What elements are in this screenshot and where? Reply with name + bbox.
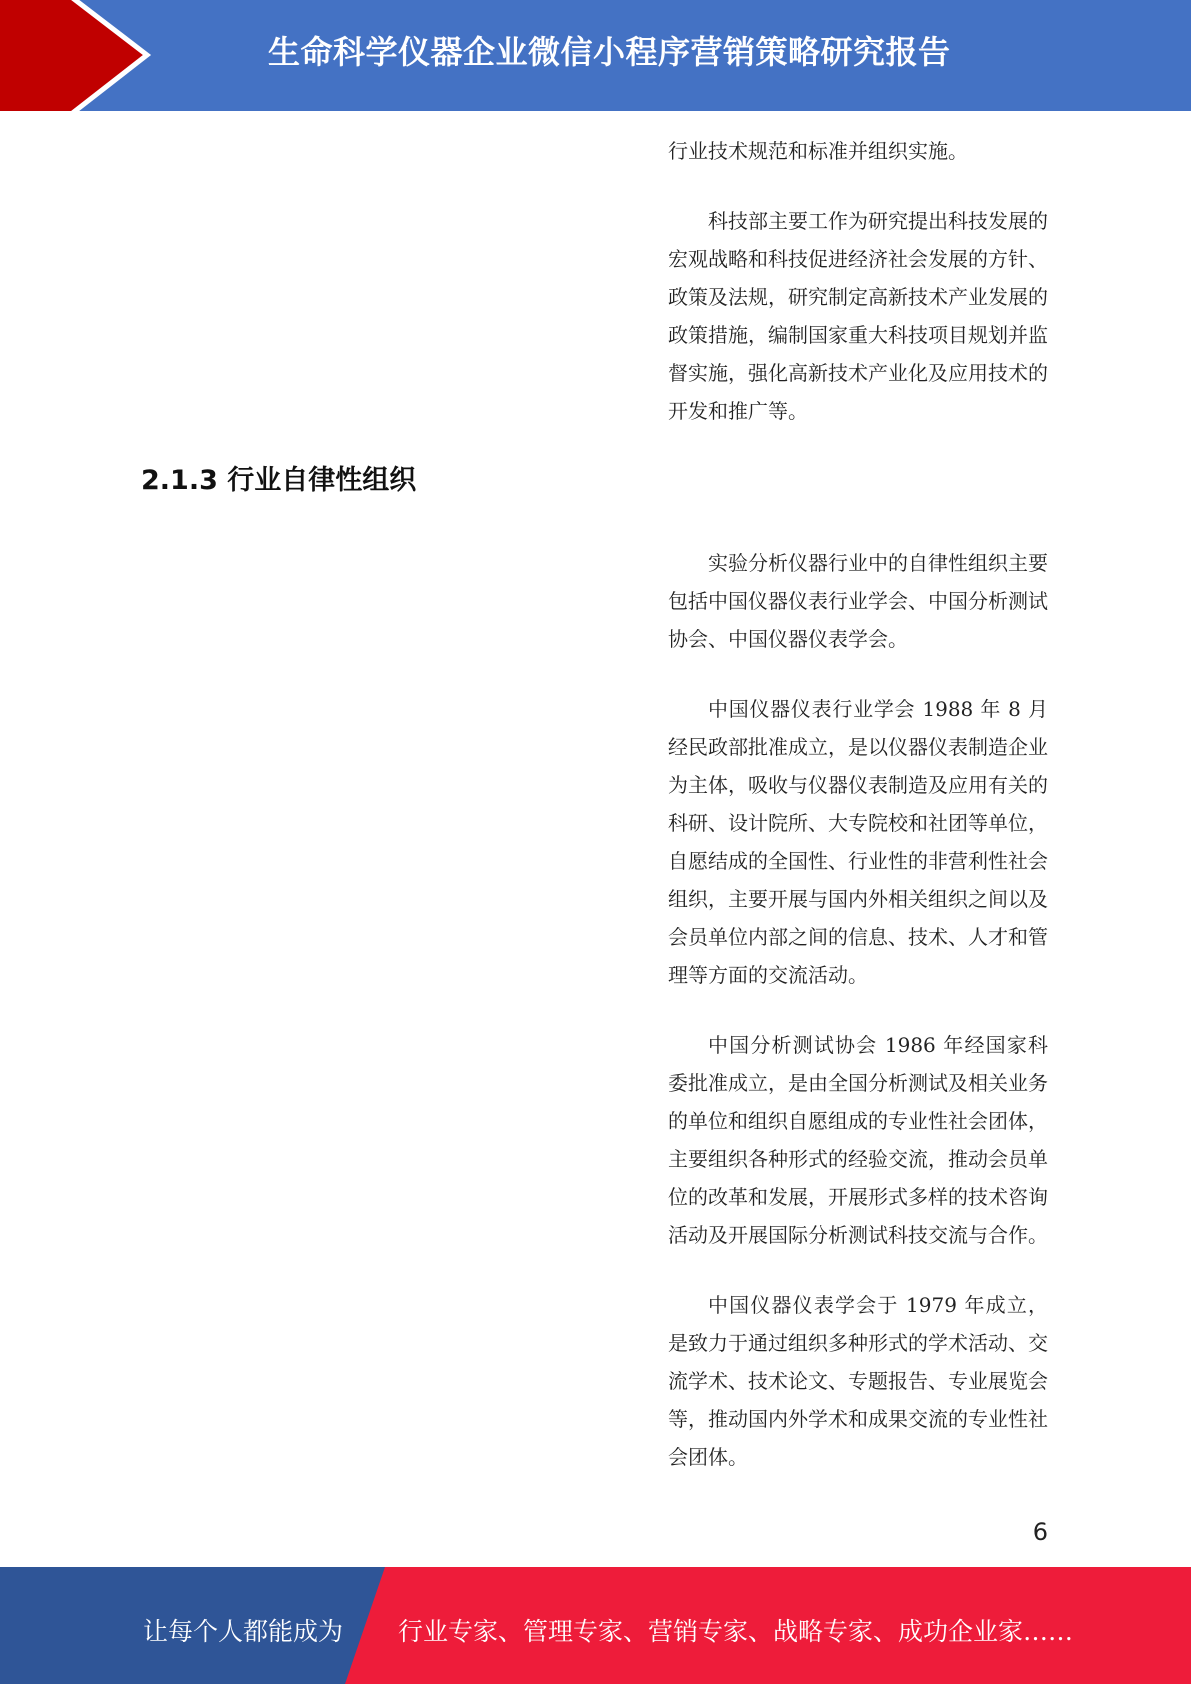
page-header	[0, 0, 1191, 111]
page-number: 6	[1032, 1518, 1048, 1546]
body-text-column	[668, 132, 1048, 1476]
page-footer	[0, 1567, 1191, 1684]
paragraph-instrument-society: 中国仪器仪表学会于 1979 年成立，是致力于通过组织多种形式的学术活动、交流学术、技术论文、专题报告、专业展览会等，推动国内外学术和成果交流的专业性社会团体。	[668, 1293, 1048, 1469]
report-title: 生命科学仪器企业微信小程序营销策略研究报告	[268, 33, 951, 71]
paragraph-instrument-industry-society: 中国仪器仪表行业学会 1988 年 8 月经民政部批准成立，是以仪器仪表制造企业为主体，吸收与仪器仪表制造及应用有关的科研、设计院所、大专院校和社团等单位，自愿结成的全国性、行业性的非营利性社会组织，主要开展与国内外相关组织之间以及会员单位内部之间的信息、技术、人才和管理等方面的交流活动。	[668, 697, 1048, 987]
paragraph-self-regulatory-intro: 实验分析仪器行业中的自律性组织主要包括中国仪器仪表行业学会、中国分析测试协会、中国仪器仪表学会。	[668, 551, 1048, 651]
footer-slogan-left: 让每个人都能成为	[143, 1617, 344, 1646]
paragraph-continuation: 行业技术规范和标准并组织实施。	[668, 139, 968, 163]
footer-slogan-right: 行业专家、管理专家、营销专家、战略专家、成功企业家……	[398, 1617, 1074, 1646]
paragraph-analysis-testing-association: 中国分析测试协会 1986 年经国家科委批准成立，是由全国分析测试及相关业务的单位和组织自愿组成的专业性社会团体，主要组织各种形式的经验交流，推动会员单位的改革和发展，开展形式多样的技术咨询活动及开展国际分析测试科技交流与合作。	[668, 1033, 1048, 1247]
section-heading: 2.1.3 行业自律性组织	[141, 465, 417, 496]
paragraph-ministry: 科技部主要工作为研究提出科技发展的宏观战略和科技促进经济社会发展的方针、政策及法规，研究制定高新技术产业发展的政策措施，编制国家重大科技项目规划并监督实施，强化高新技术产业化及应用技术的开发和推广等。	[668, 209, 1048, 423]
